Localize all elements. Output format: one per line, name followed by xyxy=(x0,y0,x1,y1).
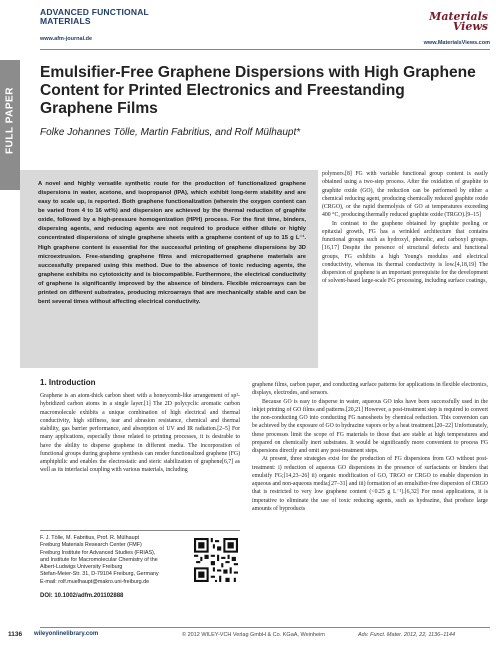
footer-citation: Adv. Funct. Mater. 2012, 22, 1136–1144 xyxy=(358,632,456,638)
materials-views-logo: Materials Views xyxy=(429,10,488,33)
header-divider xyxy=(40,49,490,50)
author-list: Folke Johannes Tölle, Martin Fabritius, and Rolf Mülhaupt* xyxy=(40,127,301,138)
footer-divider xyxy=(40,627,490,628)
journal-url[interactable]: www.afm-journal.de xyxy=(40,36,93,42)
affiliation-email[interactable]: E-mail: rolf.muelhaupt@makro.uni-freiburg.de xyxy=(40,578,150,585)
right-column-bottom xyxy=(252,381,488,513)
qr-code xyxy=(194,538,238,582)
body-paragraph: At present, three strategies exist for the production of FG dispersions from GO without post-treatment: i) reduction of aqueous GO dispersions in the presence of surfactants or binders that emulsify FG;[14,23–26] ii) organic modification of GO, TRGO or CRGO to enable dispersion in aqueous and non-aqueous media;[27–31] and iii) formation of an emulsifier-free dispersion of CRGO that is restricted to very low graphene content (<0.25 g L⁻¹).[6,32] For most applications, it is imperative to eliminate the use of toxic reducing agents, such as hydrazine, that produce large amounts of byproducts xyxy=(252,456,488,512)
section-heading-introduction: 1. Introduction xyxy=(40,378,96,387)
affiliation-block xyxy=(40,535,190,586)
footer-copyright: © 2012 WILEY-VCH Verlag GmbH & Co. KGaA, Weinheim xyxy=(182,632,325,638)
body-paragraph: In contrast to the graphene obtained by graphite peeling or epitaxial growth, FG has a wrinkled architecture that contains functional groups such as hydroxyl, phenolic, and carboxyl groups.[16,17] Despite the presence of structural defects and functional groups, FG exhibits a high Young's modulus and electrical conductivity, whereas its thermal conductivity is low.[4,18,19] The dispersion of graphene is an important prerequisite for the development of solvent-based large-scale FG processing, including surface coatings, xyxy=(322,220,488,285)
left-column xyxy=(40,392,240,475)
body-paragraph: Because GO is easy to disperse in water, aqueous GO inks have been successfully used in the inkjet printing of GO films and patterns.[20,21] However, a post-treatment step is required to convert the non-conducting GO into conducting FG nanosheets by chemical reduction. This conversion can be achieved by the exposure of GO to hydrazine vapors or by a heat treatment.[20–22] Unfortunately, these processes limit the scope of FG materials to those that are stable at high temperatures and prepared on chemically inert substrates. It would be significantly more convenient to process FG dispersions directly and omit any post-treatment steps. xyxy=(252,398,488,454)
affiliation-line: Stefan-Meier-Str. 31, D-79104 Freiburg, Germany xyxy=(40,571,159,578)
affiliation-line: and Institute for Macromolecular Chemistry of the xyxy=(40,556,158,563)
footer-site-link[interactable]: wileyonlinelibrary.com xyxy=(34,631,99,637)
body-paragraph: graphene films, carbon paper, and conducting surface patterns for applications in flexible electronics, displays, electrodes, and sensors. xyxy=(252,382,488,397)
abstract-box xyxy=(20,170,318,368)
affiliation-line: F. J. Tölle, M. Fabritius, Prof. R. Mülhaupt xyxy=(40,535,140,541)
abstract-text: A novel and highly versatile synthetic route for the production of functionalized graphene dispersions in water, acetone, and isopropanol (IPA), which exhibit long-term stability and are easy to scale up, is reported. Both graphene functionalization (wherein the oxygen content can be varied from 4 to 16 wt%) and dispersion are achieved by the thermal reduction of graphite oxide, followed by a high-pressure homogenization (HPH) process. For the first time, binders, dispersing agents, and reducing agents are not required to produce either dilute or highly concentrated dispersions of single graphene sheets with a graphene content of up to 15 g L⁻¹. High graphene content is essential for the successful printing of graphene dispersions by 3D microextrusion. Free-standing graphene films and micropatterned graphene materials are successfully prepared using this method. Due to the absence of toxic reducing agents, the graphene exhibits no cytotoxicity and is biocompatible. Furthermore, the electrical conductivity of graphene is significantly improved by the absence of binders. Flexible microarrays can be printed on different substrates, producing microarrays that are mechanically stable and can be bent several times without affecting electrical conductivity. xyxy=(38,181,306,306)
body-paragraph: Graphene is an atom-thick carbon sheet with a honeycomb-like arrangement of sp²-hybridized carbon atoms in a single layer.[1] The 2D polycyclic aromatic carbon macromolecule exhibits a unique combination of high electrical and thermal conductivity, high stiffness, tear and abrasion resistance, chemical and thermal stability, gas barrier performance, and absorption of UV and IR radiation.[2–5] For many applications, especially those related to printing processes, it is desirable to have the ability to disperse graphene in different media. The incorporation of functional groups during graphene synthesis can render functionalized graphene (FG) amphiphilic and enables the electrostatic and steric stabilization of graphene[6,7] as well as its interfacial coupling with various materials, including xyxy=(40,393,240,474)
right-column-top xyxy=(322,170,488,286)
affiliation-line: Freiburg Materials Research Center (FMF) xyxy=(40,542,142,549)
affiliation-divider xyxy=(40,530,240,531)
doi-link[interactable]: DOI: 10.1002/adfm.201102888 xyxy=(40,593,124,599)
affiliation-line: Freiburg Institute for Advanced Studies (FRIAS), xyxy=(40,549,156,556)
materials-views-url[interactable]: www.MaterialsViews.com xyxy=(423,40,490,46)
article-title: Emulsifier-Free Graphene Dispersions with High Graphene Content for Printed Electronics and Freestanding Graphene Films xyxy=(40,64,476,117)
journal-logo: ADVANCED FUNCTIONAL MATERIALS xyxy=(40,7,149,26)
affiliation-line: Albert-Ludwigs University Freiburg xyxy=(40,564,123,571)
body-paragraph: polymers.[8] FG with variable functional group content is easily obtained using a two-step process. After the oxidation of graphite to graphite oxide (GO), the reduction can be performed by either a chemical reducing agent, producing chemically reduced graphite oxide (CRGO), or the rapid thermolysis of GO at temperatures exceeding 400 °C, producing thermally reduced graphite oxide (TRGO).[9–15] xyxy=(322,171,488,219)
page-number: 1136 xyxy=(8,631,23,638)
article-type-label: FULL PAPER xyxy=(4,87,16,154)
article-type-tab xyxy=(0,60,20,190)
